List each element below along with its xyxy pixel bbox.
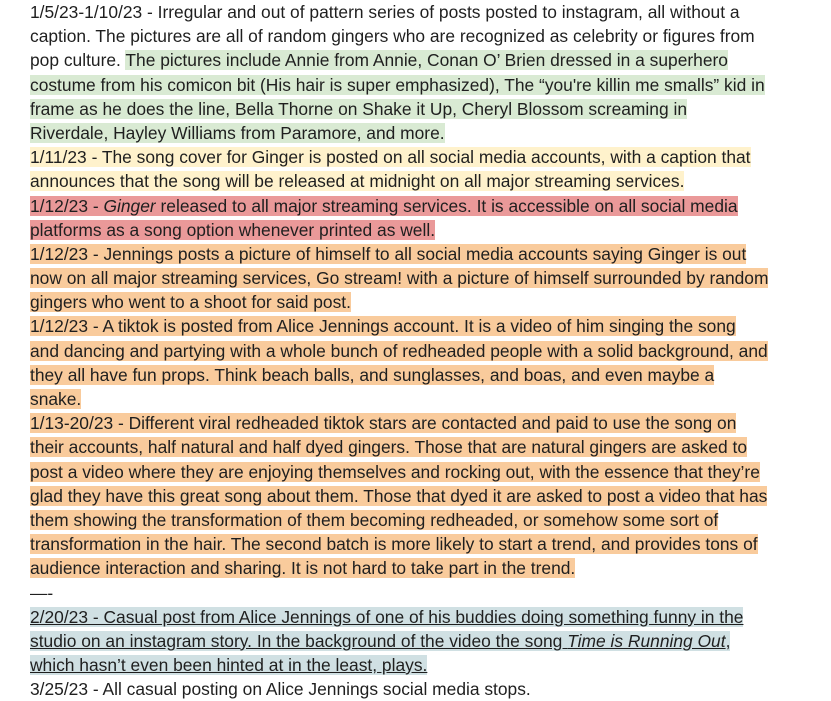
highlight-green: The pictures include Annie from Annie, Conan O’ Brien dressed in a superhero bbox=[125, 50, 728, 71]
separator bbox=[30, 581, 821, 605]
text-line bbox=[30, 242, 821, 266]
highlight-gray: , bbox=[725, 630, 731, 651]
text-line bbox=[30, 484, 821, 508]
highlight-red: released to all major streaming services. It is accessible on all social media bbox=[155, 195, 738, 216]
highlight-orange: post a video where they are enjoying themselves and rocking out, with the essence that they’re bbox=[30, 461, 760, 482]
line-text: pop culture. bbox=[30, 50, 126, 71]
text-line bbox=[30, 556, 821, 580]
text-line bbox=[30, 605, 821, 629]
text-line bbox=[30, 121, 821, 145]
highlight-gray: studio on an instagram story. In the background of the video the song bbox=[30, 630, 568, 651]
highlight-orange: gingers who went to a shoot for said post. bbox=[30, 292, 351, 313]
highlight-orange: and dancing and partying with a whole bunch of redheaded people with a solid background, and bbox=[30, 340, 768, 361]
text-line bbox=[30, 24, 821, 48]
highlight-red: 1/12/23 - bbox=[30, 195, 104, 216]
highlight-gray: 2/20/23 - Casual post from Alice Jennings of one of his buddies doing something funny in the bbox=[30, 606, 744, 627]
text-line bbox=[30, 653, 821, 677]
line-text: 3/25/23 - All casual posting on Alice Jennings social media stops. bbox=[30, 679, 531, 700]
text-line bbox=[30, 73, 821, 97]
text-line bbox=[30, 435, 821, 459]
highlight-green: Riverdale, Hayley Williams from Paramore, and more. bbox=[30, 122, 445, 143]
text-line bbox=[30, 387, 821, 411]
highlight-green: frame as he does the line, Bella Thorne on Shake it Up, Cheryl Blossom screaming in bbox=[30, 98, 687, 119]
text-line-cut bbox=[30, 677, 821, 701]
text-line bbox=[30, 218, 821, 242]
text-line bbox=[30, 169, 821, 193]
text-line bbox=[30, 508, 821, 532]
highlight-yellow: announces that the song will be released at midnight on all major streaming services. bbox=[30, 171, 685, 192]
separator-text: —- bbox=[30, 582, 54, 603]
song-title-ginger: Ginger bbox=[103, 195, 156, 216]
highlight-orange: 1/12/23 - A tiktok is posted from Alice Jennings account. It is a video of him singing the song bbox=[30, 316, 736, 337]
text-line bbox=[30, 314, 821, 338]
text-line bbox=[30, 290, 821, 314]
line-text: caption. The pictures are all of random gingers who are recognized as celebrity or figures from bbox=[30, 26, 755, 47]
highlight-yellow: 1/11/23 - The song cover for Ginger is posted on all social media accounts, with a caption that bbox=[30, 147, 751, 168]
text-line bbox=[30, 460, 821, 484]
highlight-orange: audience interaction and sharing. It is not hard to take part in the trend. bbox=[30, 558, 576, 579]
line-text: 1/5/23-1/10/23 - Irregular and out of pattern series of posts posted to instagram, all without a bbox=[30, 2, 740, 22]
highlight-orange: snake. bbox=[30, 389, 82, 409]
highlight-orange: they all have fun props. Think beach balls, and sunglasses, and boas, and even maybe a bbox=[30, 364, 715, 385]
text-line bbox=[30, 629, 821, 653]
text-line bbox=[30, 339, 821, 363]
highlight-orange: glad they have this great song about them. Those that dyed it are asked to post a video that has bbox=[30, 485, 768, 506]
text-line bbox=[30, 48, 821, 72]
highlight-red: platforms as a song option whenever printed as well. bbox=[30, 219, 436, 240]
highlight-orange: their accounts, half natural and half dyed gingers. Those that are natural gingers are asked to bbox=[30, 437, 748, 458]
text-line bbox=[30, 194, 821, 218]
highlight-orange: transformation in the hair. The second batch is more likely to start a trend, and provides tons of bbox=[30, 534, 758, 555]
highlight-green: costume from his comicon bit (His hair is super emphasized), The “you're killin me smalls” kid in bbox=[30, 74, 765, 95]
text-line bbox=[30, 266, 821, 290]
text-line bbox=[30, 363, 821, 387]
song-title-time-is-running-out: Time is Running Out bbox=[567, 630, 726, 651]
text-line bbox=[30, 0, 821, 24]
text-line bbox=[30, 411, 821, 435]
highlight-orange: 1/12/23 - Jennings posts a picture of himself to all social media accounts saying Ginger is out bbox=[30, 243, 747, 264]
text-line bbox=[30, 97, 821, 121]
highlight-orange: them showing the transformation of them becoming redheaded, or somehow some sort of bbox=[30, 509, 719, 530]
highlight-gray: which hasn’t even been hinted at in the least, plays. bbox=[30, 655, 428, 676]
highlight-orange: 1/13-20/23 - Different viral redheaded tiktok stars are contacted and paid to use the song on bbox=[30, 413, 737, 434]
text-line bbox=[30, 532, 821, 556]
highlight-orange: now on all major streaming services, Go stream! with a picture of himself surrounded by random bbox=[30, 268, 769, 289]
text-line bbox=[30, 145, 821, 169]
